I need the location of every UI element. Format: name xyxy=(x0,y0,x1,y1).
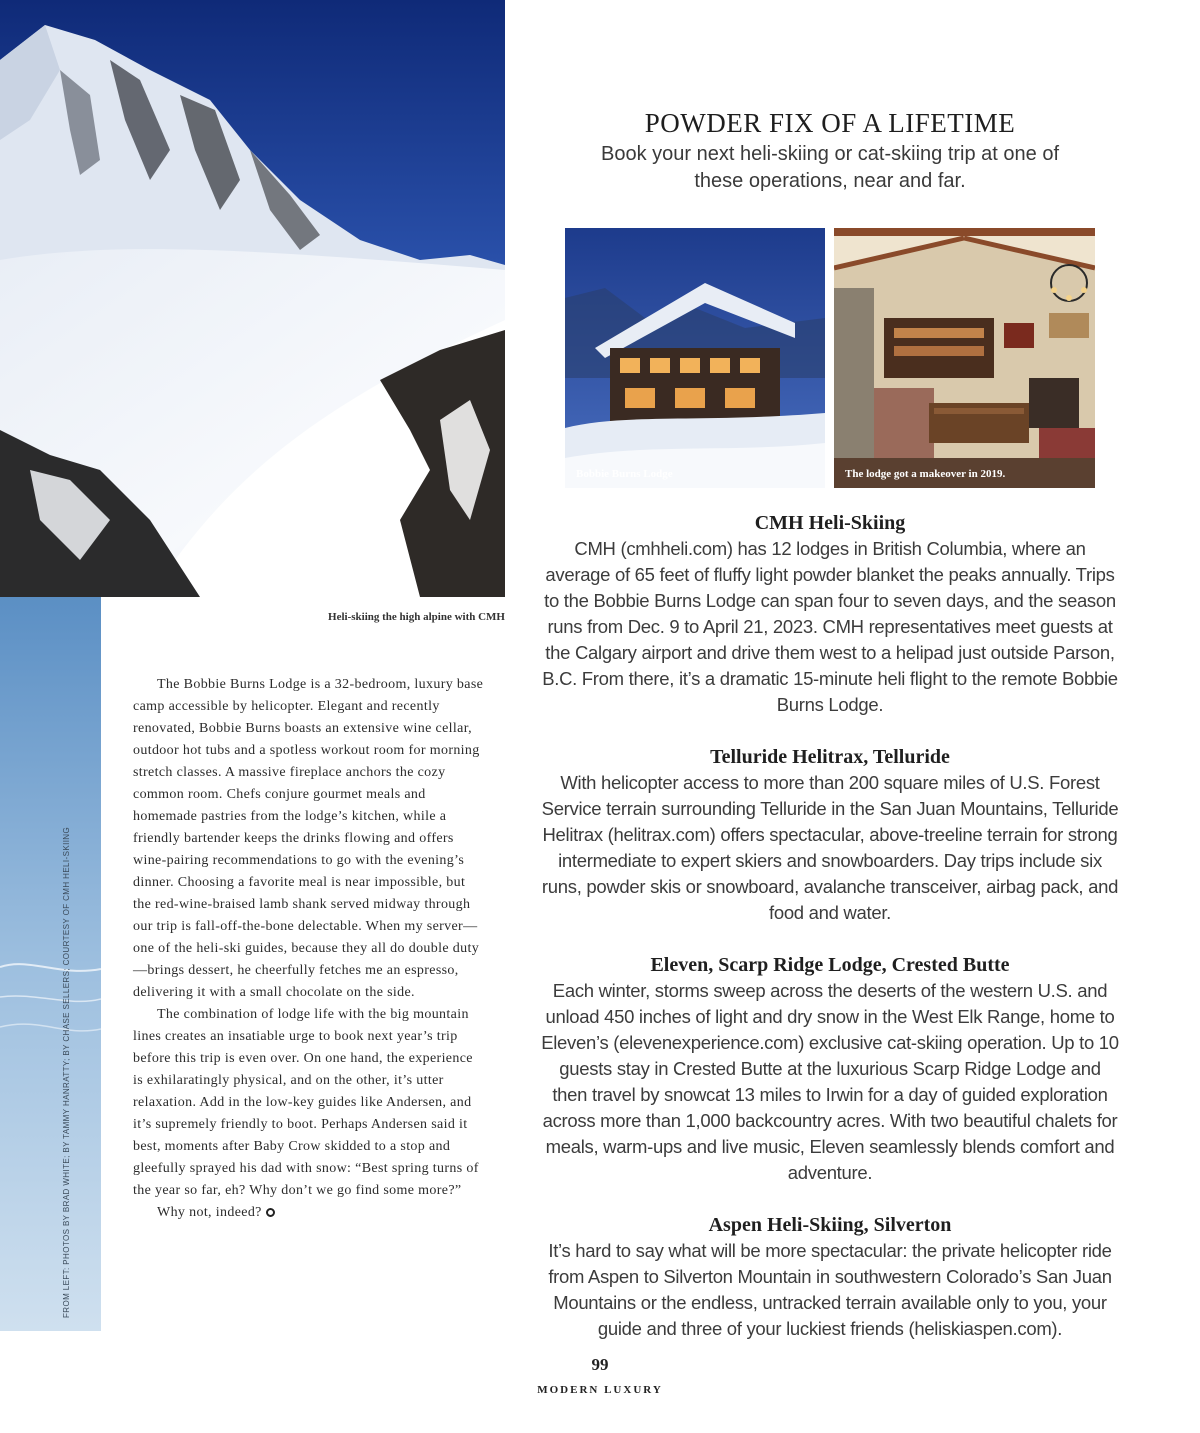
listing-body: Each winter, storms sweep across the deserts of the western U.S. and unload 450 inches of light and dry snow in the West Elk Range, home to Eleven’s (elevenexperience.com) exclusive cat-skiing operation. Up to 10 guests stay in Crested Butte at the luxurious Scarp Ridge Lodge and then travel by snowcat 13 miles to Irwin for a day of guided exploration across more than 1,000 backcountry acres. With two beautiful chalets for meals, warm-ups and live music, Eleven seamlessly blends comfort and adventure. xyxy=(541,980,1119,1183)
end-mark-icon xyxy=(266,1208,275,1217)
body-paragraph-3 xyxy=(133,1202,485,1224)
hero-photo-mountain xyxy=(0,0,505,597)
listing-title: CMH Heli-Skiing xyxy=(754,512,906,534)
photo-bobbie-burns-lodge xyxy=(565,228,825,488)
snow-texture-photo xyxy=(0,597,101,1331)
photo-caption-lodge: Bobbie Burns Lodge xyxy=(576,468,673,480)
listings xyxy=(540,510,1120,1368)
listing-telluride xyxy=(540,744,1120,926)
photo-credit: FROM LEFT: PHOTOS BY BRAD WHITE; BY TAMMY HANRATTY; BY CHASE SELLERS; COURTESY OF CMH HELI-SKIING xyxy=(62,826,71,1318)
sidebar-title: POWDER FIX OF A LIFETIME xyxy=(644,108,1016,138)
page-number: 99 xyxy=(591,1355,609,1374)
listing-cmh xyxy=(540,510,1120,718)
listing-body: CMH (cmhheli.com) has 12 lodges in British Columbia, where an average of 65 feet of fluffy light powder blanket the peaks annually. Trips to the Bobbie Burns Lodge can span four to seven days, and the season runs from Dec. 9 to April 21, 2023. CMH representatives meet guests at the Calgary airport and drive them west to a helipad just outside Parson, B.C. From there, it’s a dramatic 15-minute heli flight to the remote Bobbie Burns Lodge. xyxy=(542,538,1118,715)
listing-title: Aspen Heli-Skiing, Silverton xyxy=(708,1214,952,1236)
listing-body: It’s hard to say what will be more spectacular: the private helicopter ride from Aspen to Silverton Mountain in southwestern Colorado’s San Juan Mountains or the endless, untracked terrain available only to you, your guide and three of your luckiest friends (heliskiaspen.com). xyxy=(548,1240,1112,1339)
listing-eleven xyxy=(540,952,1120,1186)
photo-caption-interior: The lodge got a makeover in 2019. xyxy=(845,468,1006,480)
listing-title: Telluride Helitrax, Telluride xyxy=(710,746,950,768)
sidebar-subtitle: Book your next heli-skiing or cat-skiing trip at one of these operations, near and far. xyxy=(601,143,1059,192)
hero-caption: Heli-skiing the high alpine with CMH xyxy=(328,611,505,623)
listing-body: With helicopter access to more than 200 square miles of U.S. Forest Service terrain surrounding Telluride in the San Juan Mountains, Telluride Helitrax (helitrax.com) offers spectacular, above-treeline terrain for strong intermediate to expert skiers and snowboarders. Day trips include six runs, powder skis or snowboard, avalanche transceiver, airbag pack, and food and water. xyxy=(541,772,1119,923)
closing-line: Why not, indeed? xyxy=(157,1205,262,1220)
body-paragraph-1: The Bobbie Burns Lodge is a 32-bedroom, luxury base camp accessible by helicopter. Elegant and recently renovated, Bobbie Burns boasts an extensive wine cellar, outdoor hot tubs and a spotless workout room for morning stretch classes. A massive fireplace anchors the cozy common room. Chefs conjure gourmet meals and homemade pastries from the lodge’s kitchen, while a friendly bartender keeps the drinks flowing and offers wine-pairing recommendations to go with the evening’s dinner. Choosing a favorite meal is near impossible, but the red-wine-braised lamb shank served midway through our trip is fall-off-the-bone delectable. When my server—one of the heli-ski guides, because they all do double duty—brings dessert, he cheerfully fetches me an espresso, delivering it with a small chocolate on the side. xyxy=(133,677,484,1000)
sidebar-header xyxy=(540,100,1120,195)
listing-aspen xyxy=(540,1212,1120,1342)
magazine-name: MODERN LUXURY xyxy=(537,1384,663,1396)
left-body-text xyxy=(133,674,485,1224)
photo-lodge-interior xyxy=(834,228,1095,488)
body-paragraph-2: The combination of lodge life with the big mountain lines creates an insatiable urge to book next year’s trip before this trip is even over. On one hand, the experience is exhilaratingly physical, and on the other, it’s utter relaxation. Add in the low-key guides like Andersen, and it’s supremely friendly to boot. Perhaps Andersen said it best, moments after Baby Crow skidded to a stop and gleefully sprayed his dad with snow: “Best spring turns of the year so far, eh? Why don’t we go find some more?” xyxy=(133,1007,479,1198)
listing-title: Eleven, Scarp Ridge Lodge, Crested Butte xyxy=(650,954,1010,976)
